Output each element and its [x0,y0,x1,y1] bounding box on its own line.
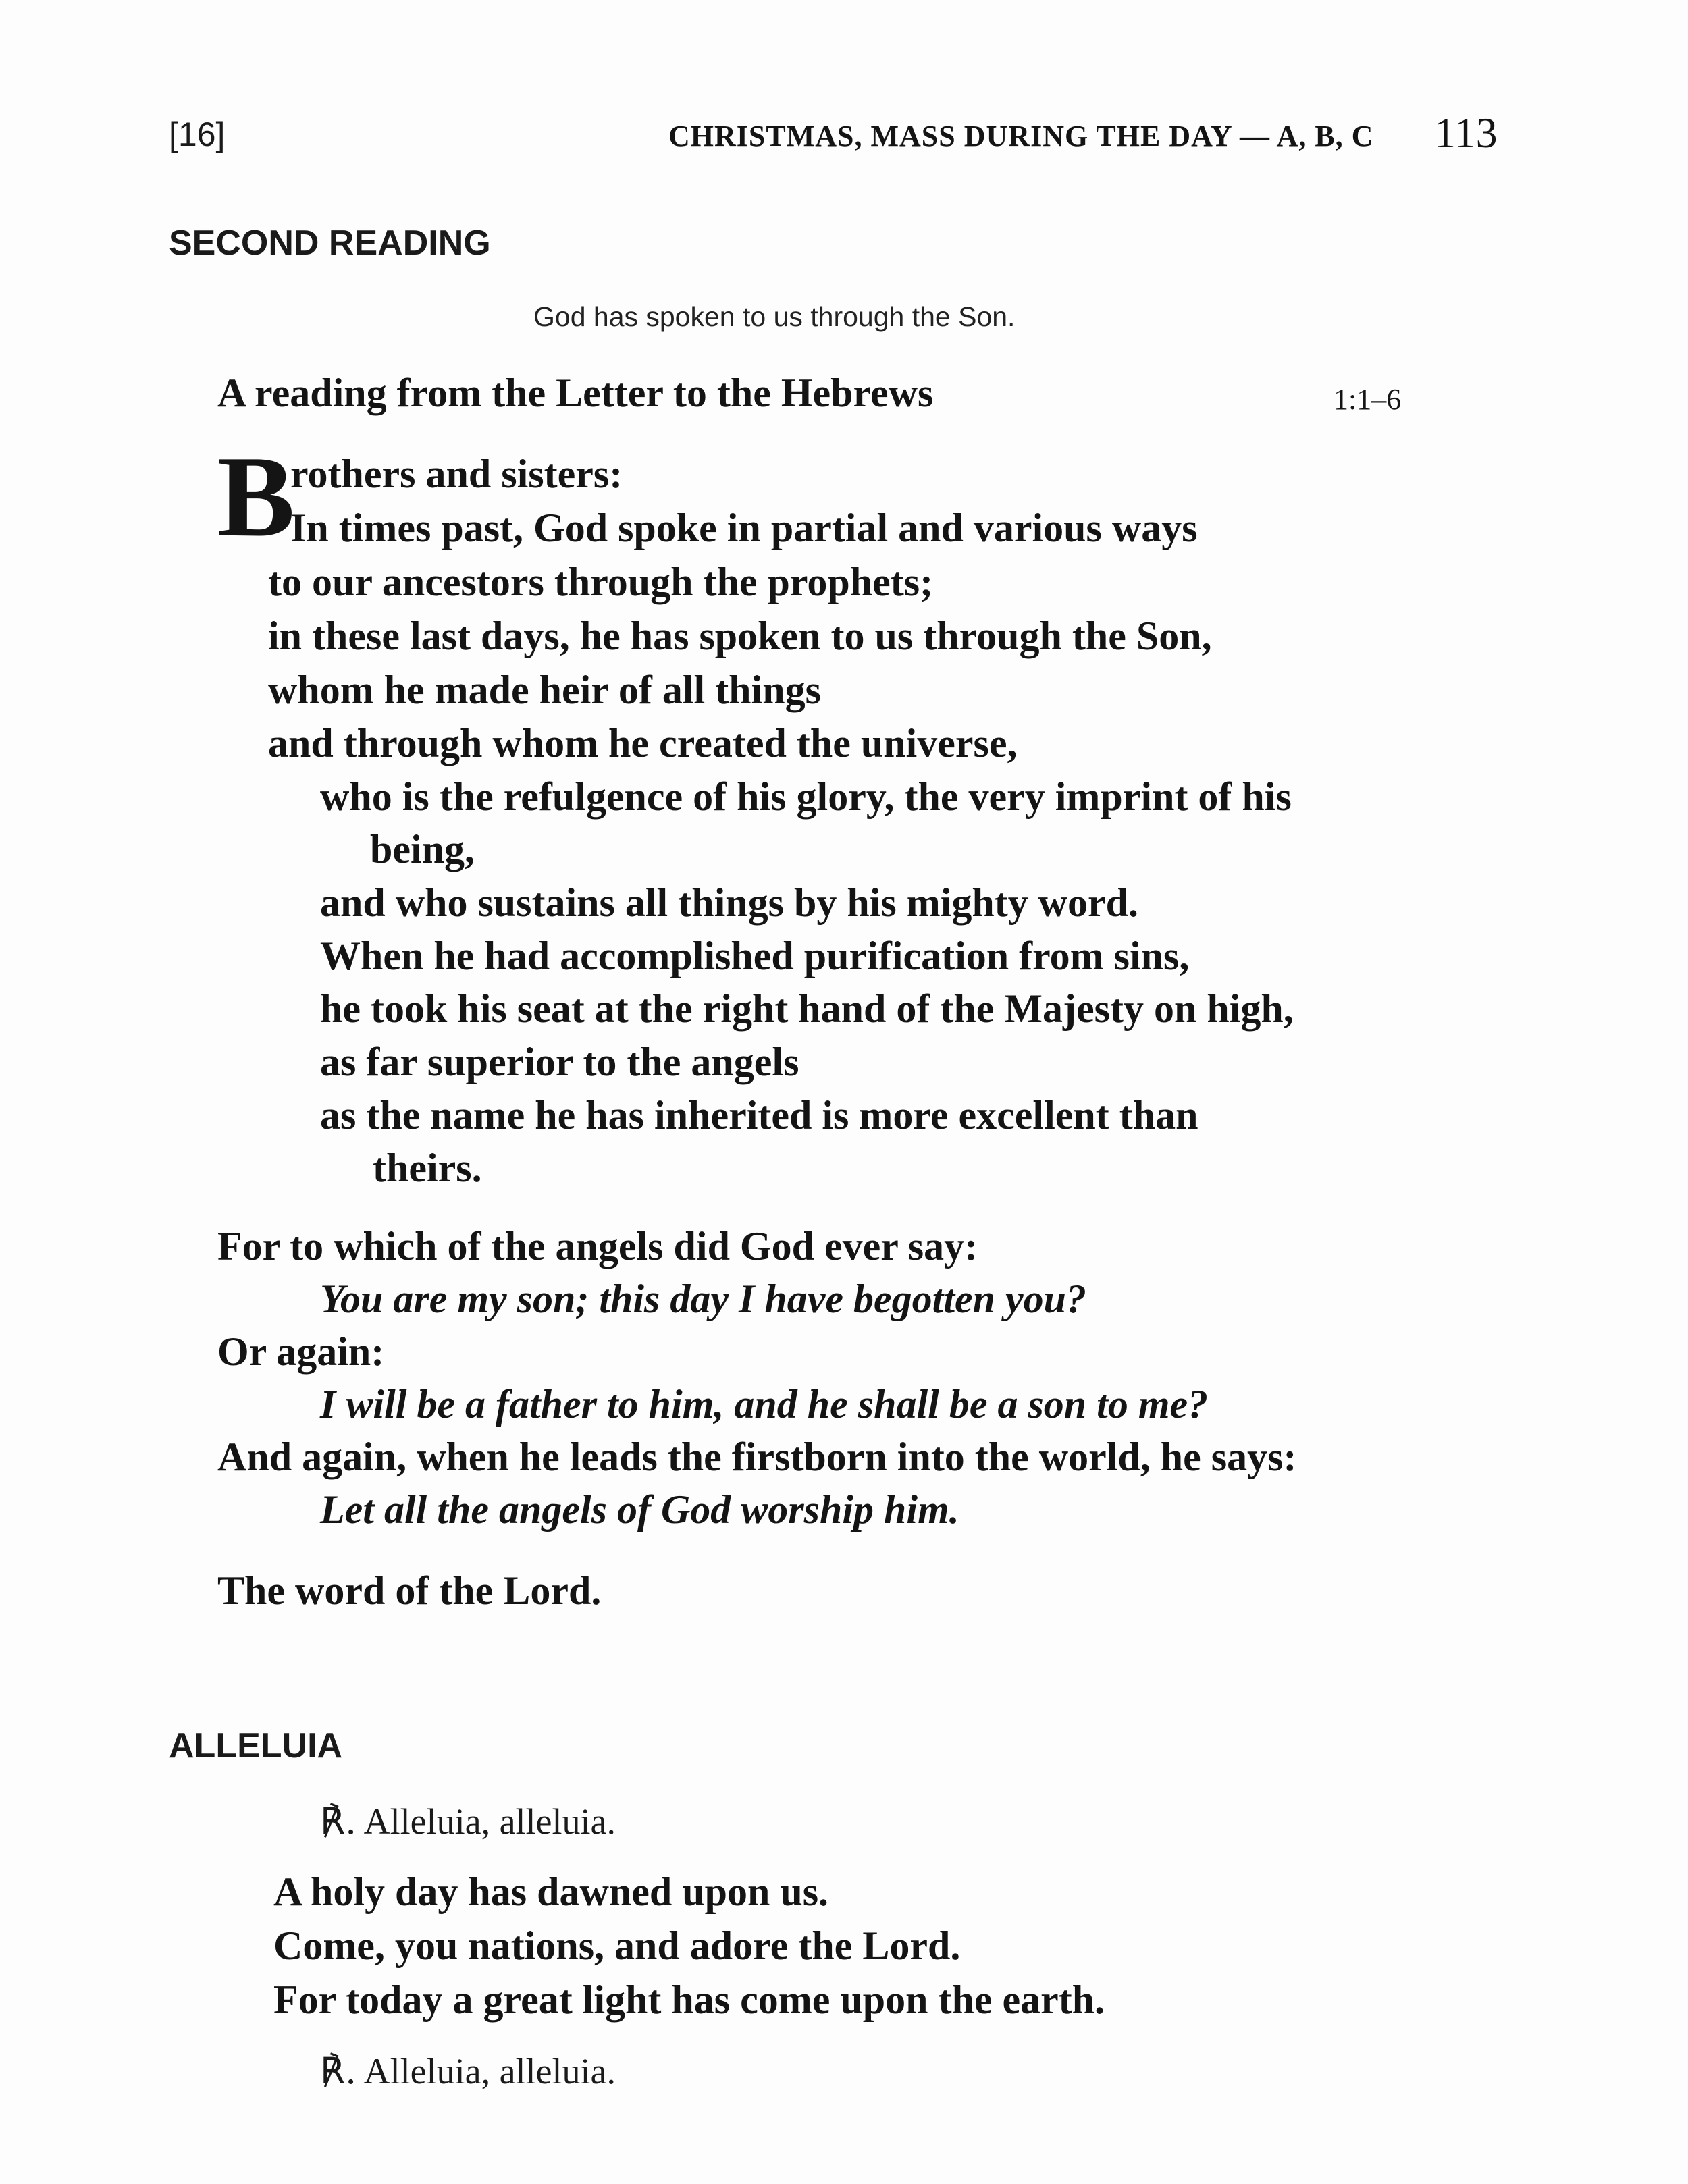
response-symbol: ℟. [320,1800,357,1842]
dialogue-line: Or again: [217,1329,385,1374]
dialogue-quote: Let all the angels of God worship him. [320,1487,959,1532]
dialogue-line: For to which of the angels did God ever say: [217,1224,978,1269]
reading-line: rothers and sisters: [290,452,623,496]
page-number: 113 [1434,109,1498,157]
drop-cap: B [217,433,295,561]
reading-line: as the name he has inherited is more excellent than [320,1093,1198,1138]
response-text: Alleluia, alleluia. [363,1801,616,1842]
alleluia-verse: Come, you nations, and adore the Lord. [273,1923,961,1968]
alleluia-verse: A holy day has dawned upon us. [273,1869,829,1914]
reading-line: being, [370,827,475,872]
reading-line: and through whom he created the universe, [268,721,1018,766]
reading-summary: God has spoken to us through the Son. [533,301,1016,332]
closing-acclamation: The word of the Lord. [217,1568,602,1613]
response-text: Alleluia, alleluia. [363,2051,616,2092]
reading-line: whom he made heir of all things [268,668,821,712]
page-reference: [16] [169,115,226,153]
second-reading-heading: SECOND READING [169,223,491,263]
dialogue-line: And again, when he leads the firstborn into the world, he says: [217,1435,1297,1479]
alleluia-response [320,1800,616,1842]
alleluia-response [320,2050,616,2092]
running-title: CHRISTMAS, MASS DURING THE DAY — A, B, C [668,119,1374,153]
reading-line: who is the refulgence of his glory, the very imprint of his [320,774,1292,819]
reading-line: he took his seat at the right hand of the Majesty on high, [320,986,1294,1031]
reading-source: A reading from the Letter to the Hebrews [217,371,934,415]
reading-line: theirs. [373,1146,482,1190]
alleluia-heading: ALLELUIA [169,1726,343,1765]
reading-line: In times past, God spoke in partial and various ways [290,506,1198,550]
reading-line: When he had accomplished purification from sins, [320,934,1190,978]
dialogue-quote: I will be a father to him, and he shall be a son to me? [320,1382,1209,1427]
reading-line: to our ancestors through the prophets; [268,560,934,604]
reading-line: and who sustains all things by his mighty word. [320,880,1139,925]
scripture-citation: 1:1–6 [1334,383,1402,416]
dialogue-quote: You are my son; this day I have begotten you? [320,1277,1086,1321]
reading-line: in these last days, he has spoken to us through the Son, [268,614,1212,658]
reading-line: as far superior to the angels [320,1040,799,1084]
response-symbol: ℟. [320,2050,357,2092]
alleluia-verse: For today a great light has come upon the earth. [273,1977,1105,2022]
